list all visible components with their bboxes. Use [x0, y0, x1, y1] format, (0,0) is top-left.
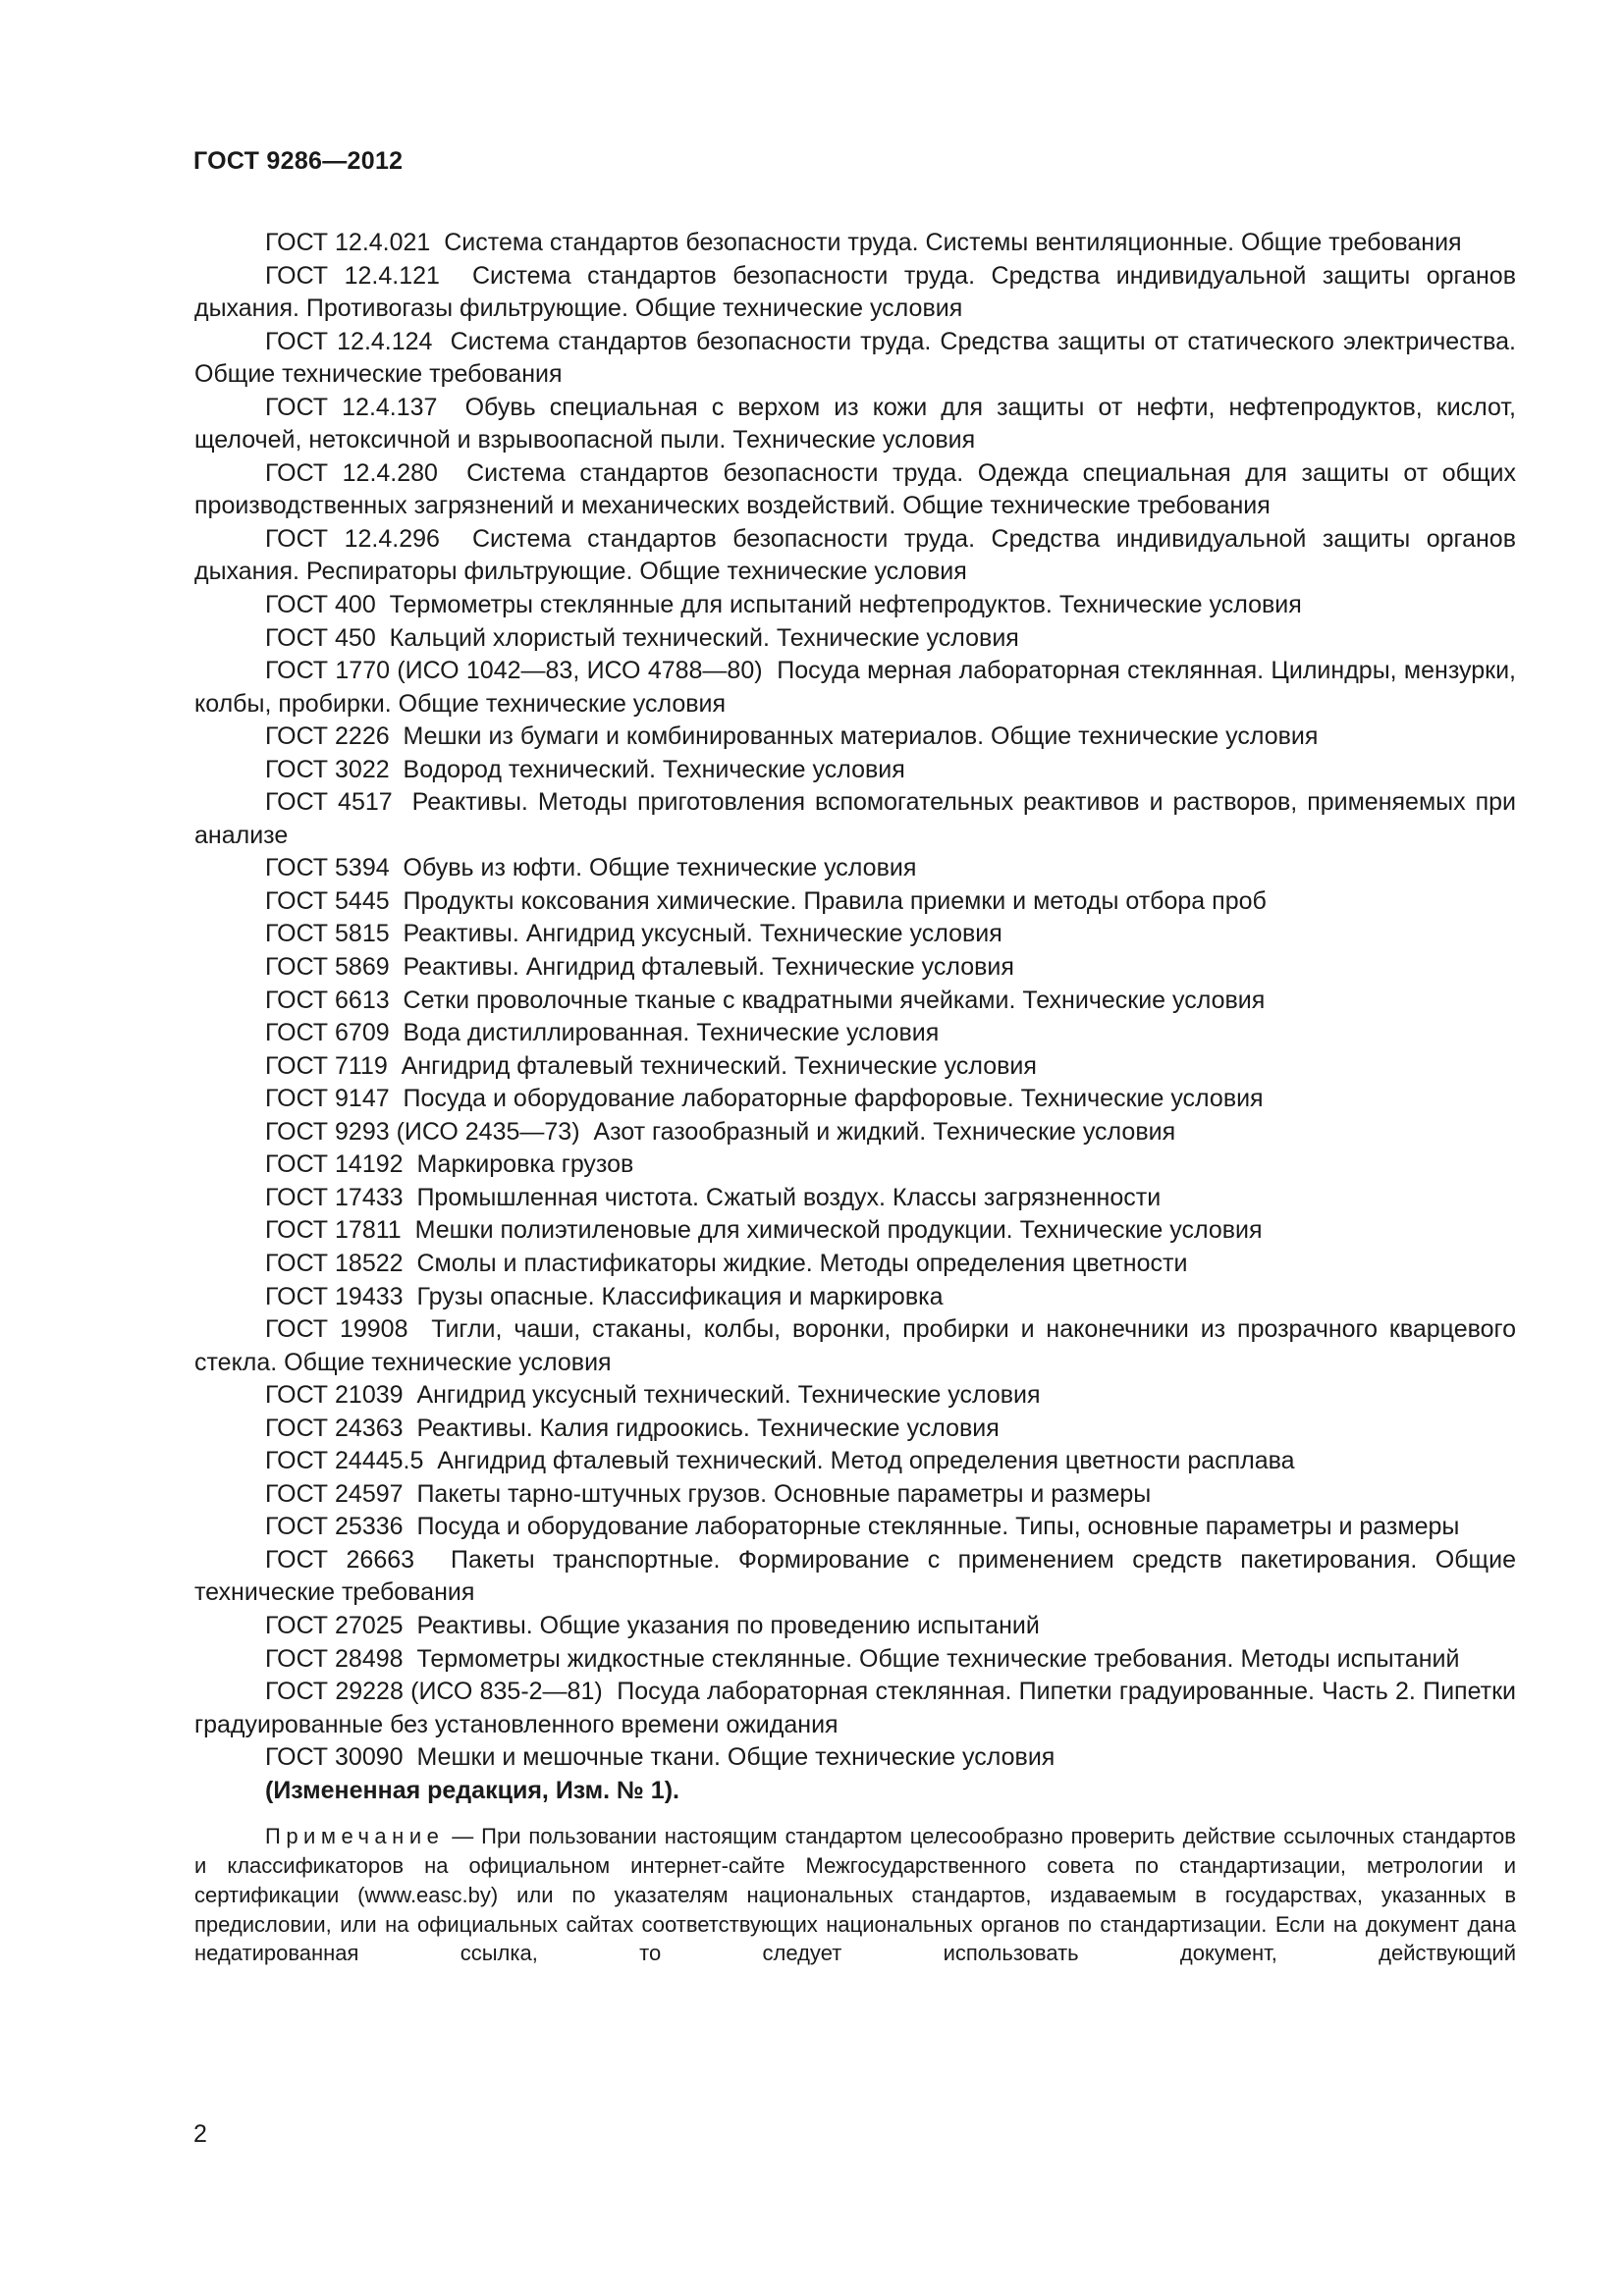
reference-code: ГОСТ 5869: [265, 953, 390, 982]
reference-title: Реактивы. Калия гидроокись. Технические условия: [416, 1414, 1000, 1442]
reference-item: [194, 1182, 1516, 1215]
reference-title: Мешки и мешочные ткани. Общие технические условия: [416, 1743, 1056, 1772]
reference-code: ГОСТ 17811: [265, 1216, 402, 1245]
reference-item: [194, 392, 1516, 457]
reference-item: [194, 1643, 1516, 1677]
reference-item: [194, 721, 1516, 754]
reference-code: ГОСТ 29228 (ИСО 835-2—81): [265, 1678, 603, 1706]
note-text: — При пользовании настоящим стандартом целесообразно проверить действие ссылочных стандартов и классификаторов на официальном интернет-сайте Межгосударственного совета по стандартизации, метрологии и сертификации (www.easc.by) или по указателям национальных стандартов, издаваемым в государствах, указанных в предисловии, или на официальных сайтах соответствующих национальных органов по стандартизации. Если на документ дана недатированная ссылка, то следует использовать документ, действующий: [194, 1824, 1516, 1966]
reference-title: Продукты коксования химические. Правила приемки и методы отбора проб: [403, 886, 1267, 915]
reference-code: ГОСТ 18522: [265, 1249, 404, 1277]
reference-title: Ангидрид фталевый технический. Технические условия: [401, 1051, 1037, 1080]
reference-item: [194, 885, 1516, 919]
reference-code: ГОСТ 30090: [265, 1743, 404, 1772]
reference-code: ГОСТ 24363: [265, 1414, 404, 1442]
reference-title: Реактивы. Ангидрид уксусный. Технические условия: [403, 920, 1002, 948]
reference-title: Сетки проволочные тканые с квадратными ячейками. Технические условия: [403, 986, 1266, 1014]
reference-code: ГОСТ 12.4.021: [265, 229, 431, 256]
reference-code: ГОСТ 19908: [265, 1315, 408, 1344]
reference-title: Посуда и оборудование лабораторные фарфоровые. Технические условия: [403, 1085, 1264, 1113]
reference-item: [194, 1544, 1516, 1610]
reference-item: [194, 1379, 1516, 1413]
reference-item: [194, 622, 1516, 656]
reference-code: ГОСТ 19433: [265, 1282, 404, 1310]
reference-code: ГОСТ 450: [265, 623, 376, 652]
reference-title: Система стандартов безопасности труда. Средства индивидуальной защиты органов дыхания. Респираторы фильтрующие. Общие технические условия: [194, 524, 1516, 586]
reference-title: Водород технический. Технические условия: [403, 755, 905, 783]
reference-item: [194, 951, 1516, 985]
reference-item: [194, 1741, 1516, 1775]
reference-title: Мешки полиэтиленовые для химической продукции. Технические условия: [414, 1216, 1263, 1245]
reference-code: ГОСТ 21039: [265, 1381, 404, 1410]
page-number: 2: [193, 2120, 207, 2148]
reference-item: [194, 457, 1516, 523]
reference-code: ГОСТ 14192: [265, 1150, 404, 1179]
reference-code: ГОСТ 12.4.121: [265, 261, 440, 290]
reference-code: ГОСТ 28498: [265, 1644, 404, 1673]
note-paragraph: [194, 1822, 1516, 1968]
reference-code: ГОСТ 6613: [265, 986, 390, 1014]
amendment-note: (Измененная редакция, Изм. № 1).: [265, 1776, 679, 1804]
reference-item: [194, 1214, 1516, 1248]
reference-code: ГОСТ 12.4.280: [265, 458, 438, 487]
reference-item: [194, 1017, 1516, 1050]
reference-title: Посуда мерная лабораторная стеклянная. Цилиндры, мензурки, колбы, пробирки. Общие технические условия: [194, 657, 1516, 718]
reference-item: [194, 523, 1516, 589]
reference-code: ГОСТ 24597: [265, 1479, 404, 1508]
reference-title: Промышленная чистота. Сжатый воздух. Классы загрязненности: [416, 1183, 1162, 1211]
reference-item: [194, 852, 1516, 885]
reference-item: [194, 1050, 1516, 1084]
reference-item: [194, 1445, 1516, 1478]
reference-title: Грузы опасные. Классификация и маркировка: [416, 1282, 944, 1310]
reference-code: ГОСТ 12.4.124: [265, 327, 433, 355]
reference-code: ГОСТ 25336: [265, 1513, 404, 1541]
references-list: [194, 227, 1516, 1775]
reference-code: ГОСТ 1770 (ИСО 1042—83, ИСО 4788—80): [265, 657, 763, 685]
reference-title: Пакеты тарно-штучных грузов. Основные параметры и размеры: [416, 1479, 1152, 1508]
reference-code: ГОСТ 9147: [265, 1085, 390, 1113]
reference-item: [194, 918, 1516, 951]
references-section: [194, 227, 1516, 1968]
reference-code: ГОСТ 400: [265, 591, 376, 619]
reference-code: ГОСТ 9293 (ИСО 2435—73): [265, 1117, 580, 1146]
reference-item: [194, 1511, 1516, 1544]
reference-title: Обувь специальная с верхом из кожи для защиты от нефти, нефтепродуктов, кислот, щелочей, нетоксичной и взрывоопасной пыли. Технические условия: [194, 393, 1517, 454]
reference-title: Система стандартов безопасности труда. Средства защиты от статического электричества. Общие технические требования: [194, 327, 1516, 389]
reference-title: Пакеты транспортные. Формирование с применением средств пакетирования. Общие технические требования: [194, 1545, 1516, 1607]
reference-code: ГОСТ 2226: [265, 722, 390, 751]
reference-title: Реактивы. Ангидрид фталевый. Технические условия: [403, 953, 1014, 982]
reference-title: Вода дистиллированная. Технические условия: [403, 1019, 940, 1047]
reference-code: ГОСТ 6709: [265, 1019, 390, 1047]
reference-code: ГОСТ 27025: [265, 1611, 404, 1639]
reference-title: Реактивы. Общие указания по проведению испытаний: [416, 1611, 1040, 1639]
reference-item: [194, 1313, 1516, 1379]
reference-item: [194, 1610, 1516, 1643]
reference-code: ГОСТ 12.4.137: [265, 393, 438, 421]
reference-title: Система стандартов безопасности труда. Средства индивидуальной защиты органов дыхания. Противогазы фильтрующие. Общие технические условия: [194, 261, 1516, 323]
reference-item: [194, 1413, 1516, 1446]
reference-code: ГОСТ 5815: [265, 920, 390, 948]
reference-item: [194, 227, 1516, 260]
reference-title: Ангидрид фталевый технический. Метод определения цветности расплава: [437, 1447, 1295, 1475]
reference-title: Система стандартов безопасности труда. Одежда специальная для защиты от общих производственных загрязнений и механических воздействий. Общие технические требования: [194, 458, 1516, 520]
note-label: Примечание: [265, 1824, 445, 1849]
reference-code: ГОСТ 17433: [265, 1183, 404, 1211]
reference-item: [194, 589, 1516, 622]
reference-item: [194, 1281, 1516, 1314]
reference-code: ГОСТ 12.4.296: [265, 524, 440, 553]
reference-title: Тигли, чаши, стаканы, колбы, воронки, пробирки и наконечники из прозрачного кварцевого стекла. Общие технические условия: [194, 1315, 1516, 1376]
reference-title: Кальций хлористый технический. Технические условия: [389, 623, 1019, 652]
reference-code: ГОСТ 7119: [265, 1051, 388, 1080]
reference-item: [194, 326, 1516, 392]
reference-item: [194, 786, 1516, 852]
reference-item: [194, 655, 1516, 721]
reference-code: ГОСТ 24445.5: [265, 1447, 424, 1475]
reference-title: Посуда и оборудование лабораторные стеклянные. Типы, основные параметры и размеры: [416, 1513, 1460, 1541]
reference-code: ГОСТ 5445: [265, 886, 390, 915]
reference-title: Смолы и пластификаторы жидкие. Методы определения цветности: [416, 1249, 1188, 1277]
reference-title: Термометры стеклянные для испытаний нефтепродуктов. Технические условия: [389, 591, 1302, 619]
reference-title: Система стандартов безопасности труда. Системы вентиляционные. Общие требования: [444, 229, 1462, 256]
reference-title: Ангидрид уксусный технический. Технические условия: [416, 1381, 1041, 1410]
reference-item: [194, 1478, 1516, 1512]
reference-code: ГОСТ 3022: [265, 755, 390, 783]
reference-title: Азот газообразный и жидкий. Технические условия: [593, 1117, 1176, 1146]
reference-item: [194, 1083, 1516, 1116]
reference-title: Мешки из бумаги и комбинированных материалов. Общие технические условия: [403, 722, 1319, 751]
reference-code: ГОСТ 5394: [265, 854, 390, 882]
reference-code: ГОСТ 4517: [265, 788, 393, 817]
reference-title: Реактивы. Методы приготовления вспомогательных реактивов и растворов, применяемых при анализе: [194, 788, 1516, 849]
reference-title: Термометры жидкостные стеклянные. Общие технические требования. Методы испытаний: [416, 1644, 1460, 1673]
reference-title: Обувь из юфти. Общие технические условия: [403, 854, 917, 882]
reference-item: [194, 985, 1516, 1018]
reference-title: Маркировка грузов: [416, 1150, 634, 1179]
reference-item: [194, 1148, 1516, 1182]
reference-code: ГОСТ 26663: [265, 1545, 415, 1574]
reference-item: [194, 1676, 1516, 1741]
reference-item: [194, 1116, 1516, 1149]
reference-item: [194, 754, 1516, 787]
reference-title: Посуда лабораторная стеклянная. Пипетки градуированные. Часть 2. Пипетки градуированные без установленного времени ожидания: [194, 1678, 1517, 1738]
reference-item: [194, 260, 1516, 326]
reference-item: [194, 1248, 1516, 1281]
document-header: ГОСТ 9286—2012: [193, 147, 404, 175]
